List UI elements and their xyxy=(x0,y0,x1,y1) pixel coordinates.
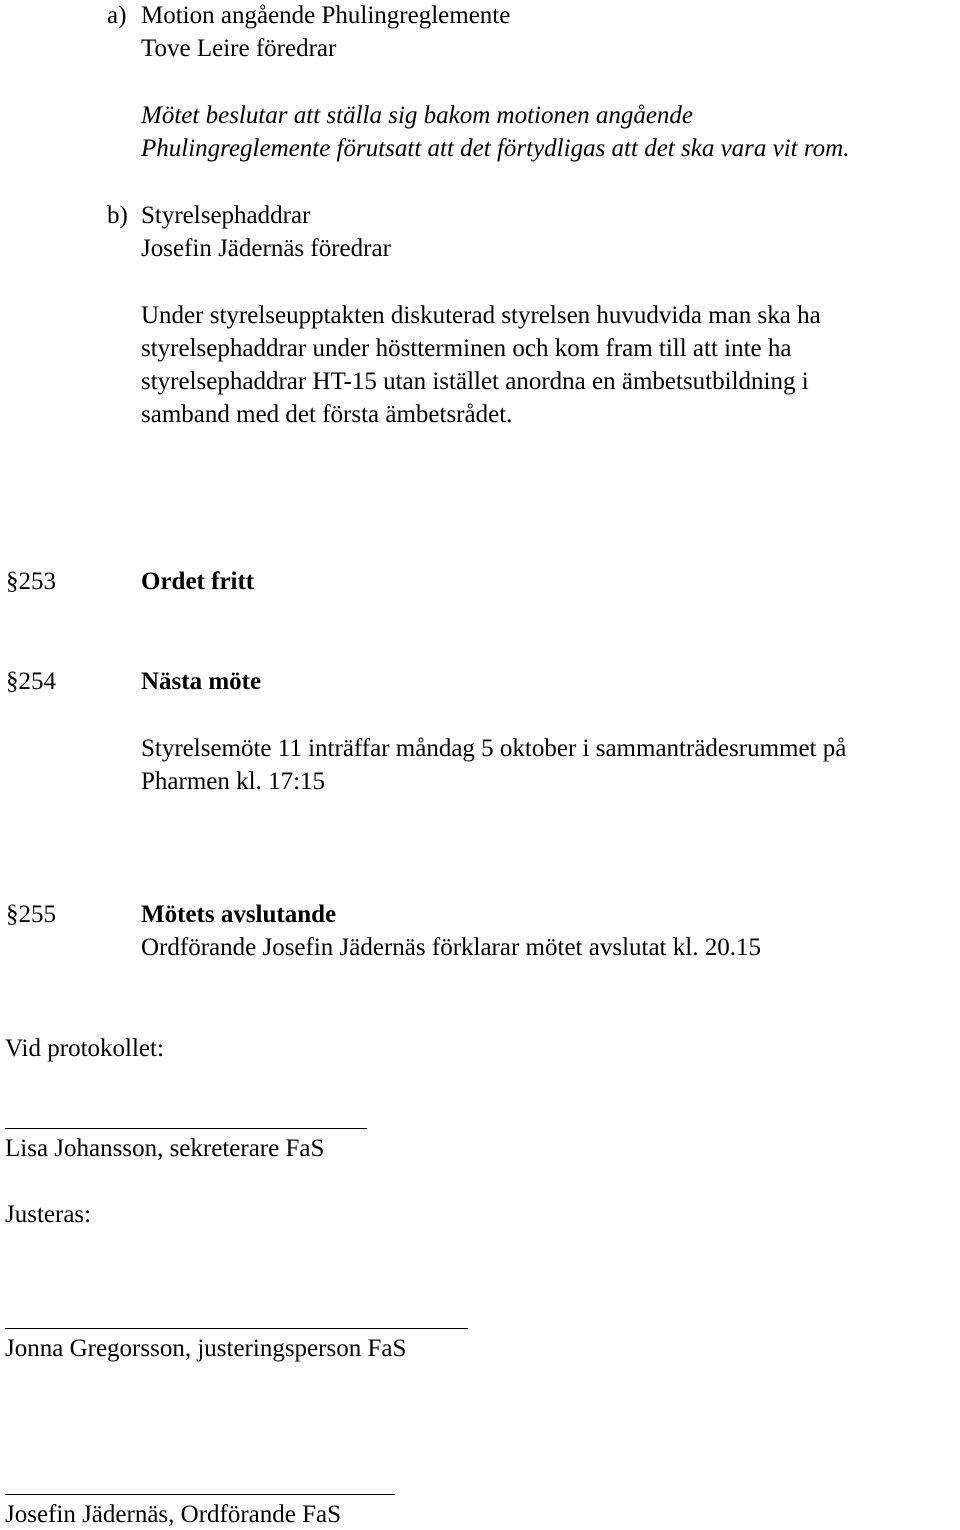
item-a-presenter: Tove Leire föredrar xyxy=(141,35,337,62)
chair-signature-line xyxy=(5,1494,395,1495)
item-a-decision-line-2: Phulingreglemente förutsatt att det förtydligas att det ska vara vit rom. xyxy=(141,135,850,162)
section-253-title: Ordet fritt xyxy=(141,568,255,595)
section-254-number: §254 xyxy=(6,668,56,695)
adjust-label: Justeras: xyxy=(5,1201,92,1228)
item-b-body-line-2: styrelsephaddrar under höstterminen och kom fram till att inte ha xyxy=(141,335,792,362)
adjuster-name: Jonna Gregorsson, justeringsperson FaS xyxy=(5,1335,407,1362)
item-b-body-line-1: Under styrelseupptakten diskuterad styrelsen huvudvida man ska ha xyxy=(141,302,821,329)
section-255-body-line-1: Ordförande Josefin Jädernäs förklarar mötet avslutat kl. 20.15 xyxy=(141,934,761,961)
section-255-number: §255 xyxy=(6,901,56,928)
item-b-marker: b) xyxy=(107,202,128,229)
item-b-title: Styrelsephaddrar xyxy=(141,202,311,229)
item-a-decision-line-1: Mötet beslutar att ställa sig bakom motionen angående xyxy=(141,102,694,129)
secretary-signature-line xyxy=(5,1128,367,1129)
item-b-body-line-4: samband med det första ämbetsrådet. xyxy=(141,401,513,428)
chair-name: Josefin Jädernäs, Ordförande FaS xyxy=(5,1501,342,1528)
item-b-body-line-3: styrelsephaddrar HT-15 utan istället anordna en ämbetsutbildning i xyxy=(141,368,809,395)
secretary-name: Lisa Johansson, sekreterare FaS xyxy=(5,1135,325,1162)
item-a-title: Motion angående Phulingreglemente xyxy=(141,2,511,29)
item-b-presenter: Josefin Jädernäs föredrar xyxy=(141,235,391,262)
item-a-marker: a) xyxy=(107,2,127,29)
protocol-label: Vid protokollet: xyxy=(5,1035,164,1062)
section-253-number: §253 xyxy=(6,568,56,595)
section-254-body-line-2: Pharmen kl. 17:15 xyxy=(141,768,326,795)
section-254-body-line-1: Styrelsemöte 11 inträffar måndag 5 oktober i sammanträdesrummet på xyxy=(141,735,847,762)
section-254-title: Nästa möte xyxy=(141,668,262,695)
section-255-title: Mötets avslutande xyxy=(141,901,337,928)
adjuster-signature-line xyxy=(5,1328,468,1329)
